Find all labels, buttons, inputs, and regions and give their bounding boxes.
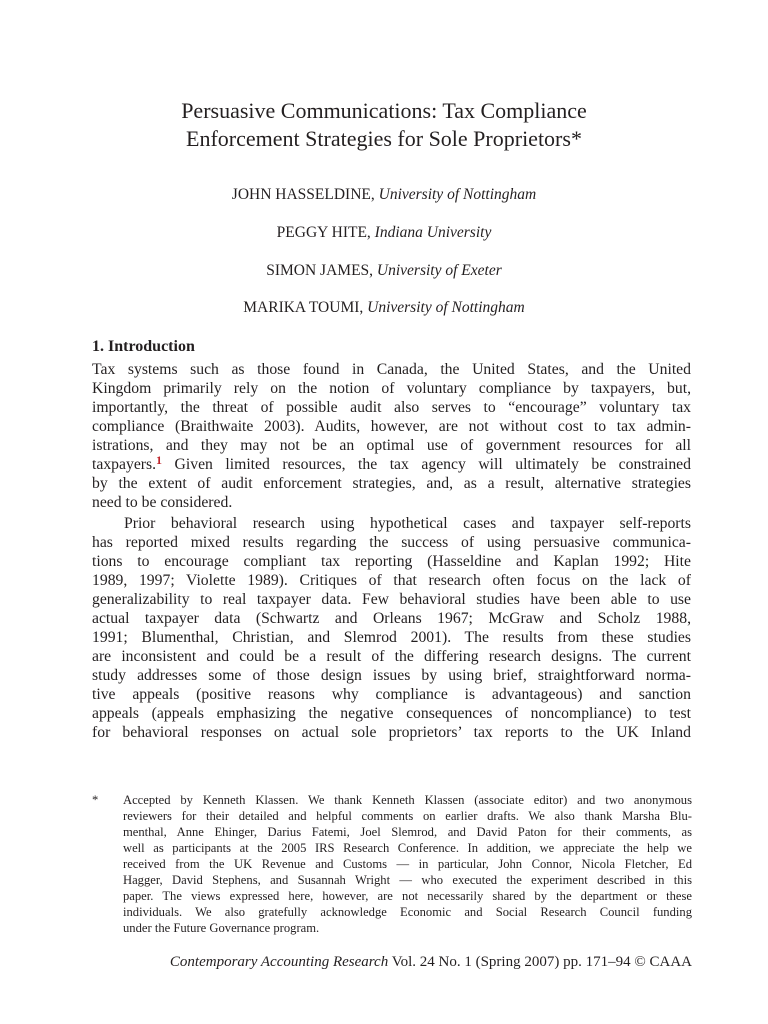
text-line: are inconsistent and could be a result of the differing research designs. The current [92,648,691,665]
author-2 [0,224,768,242]
author-1 [0,186,768,204]
text-line: has reported mixed results regarding the success of using persuasive communica- [92,534,691,551]
text-line: Tax systems such as those found in Canada, the United States, and the United [92,361,691,378]
text-segment: Given limited resources, the tax agency will ultimately be constrained [162,456,691,473]
text-line: importantly, the threat of possible audit also serves to “encourage” voluntary tax [92,399,691,416]
text-line: Prior behavioral research using hypothetical cases and taxpayer self-reports [124,515,691,532]
text-line: study addresses some of those design issues by using brief, straightforward norma- [92,667,691,684]
author-affiliation: Indiana University [374,224,492,241]
text-line: tions to encourage compliant tax reporting (Hasseldine and Kaplan 1992; Hite [92,553,691,570]
author-3 [0,262,768,280]
text-line: actual taxpayer data (Schwartz and Orleans 1967; McGraw and Scholz 1988, [92,610,691,627]
paragraph-2 [92,514,691,742]
author-name: SIMON JAMES, [266,262,374,279]
text-line: 1991; Blumenthal, Christian, and Slemrod 2001). The results from these studies [92,629,691,646]
section-heading: 1. Introduction [92,338,195,355]
footnote-text [123,792,692,936]
journal-citation: Vol. 24 No. 1 (Spring 2007) pp. 171–94 © CAAA [388,954,692,970]
journal-name: Contemporary Accounting Research [169,954,389,970]
text-line: 1989, 1997; Violette 1989). Critiques of that research often focus on the lack of [92,572,691,589]
author-4 [0,299,768,317]
text-line: generalizability to real taxpayer data. Few behavioral studies have been able to use [92,591,691,608]
paragraph-1 [92,360,691,512]
author-affiliation: University of Exeter [376,262,502,279]
text-line: istrations, and they may not be an optimal use of government resources for all [92,437,691,454]
footnote-line: under the Future Governance program. [123,921,320,935]
author-name: JOHN HASSELDINE, [231,186,375,203]
text-line [92,455,691,474]
footnote-mark: * [92,793,99,807]
footnote-line: well as participants at the 2005 IRS Research Conference. In addition, we appreciate the help we [123,841,692,855]
footnote-reference-link[interactable]: 1 [156,453,163,467]
footnote-line: menthal, Anne Ehinger, Darius Fatemi, Joel Slemrod, and David Paton for their comments, as [123,825,692,839]
text-segment: taxpayers. [92,456,157,473]
text-line: need to be considered. [92,494,233,511]
footnote-line: paper. The views expressed here, however, are not necessarily shared by the department or these [123,889,692,903]
author-name: MARIKA TOUMI, [243,299,364,316]
author-affiliation: University of Nottingham [378,186,537,203]
text-line: for behavioral responses on actual sole proprietors’ tax reports to the UK Inland [92,724,691,741]
text-line: by the extent of audit enforcement strategies, and, as a result, alternative strategies [92,475,691,492]
journal-citation-footer [0,953,692,971]
author-name: PEGGY HITE, [276,224,371,241]
text-line: Kingdom primarily rely on the notion of voluntary compliance by taxpayers, but, [92,380,691,397]
footnote-line: Accepted by Kenneth Klassen. We thank Kenneth Klassen (associate editor) and two anonymous [123,793,692,807]
text-line: tive appeals (positive reasons why compliance is advantageous) and sanction [92,686,691,703]
paper-title-line-1: Persuasive Communications: Tax Compliance [181,98,587,123]
footnote-line: received from the UK Revenue and Customs — in particular, John Connor, Nicola Fletcher, Ed [123,857,692,871]
footnote-line: individuals. We also gratefully acknowledge Economic and Social Research Council funding [123,905,692,919]
text-line: appeals (appeals emphasizing the negative consequences of noncompliance) to test [92,705,691,722]
text-line: compliance (Braithwaite 2003). Audits, however, are not without cost to tax admin- [92,418,691,435]
author-affiliation: University of Nottingham [367,299,525,316]
footnote-line: Hagger, David Stephens, and Susannah Wright — who executed the experiment described in this [123,873,692,887]
footnote-line: reviewers for their detailed and helpful comments on earlier drafts. We also thank Marsha Blu- [123,809,692,823]
paper-title-line-2: Enforcement Strategies for Sole Proprietors* [186,126,582,151]
